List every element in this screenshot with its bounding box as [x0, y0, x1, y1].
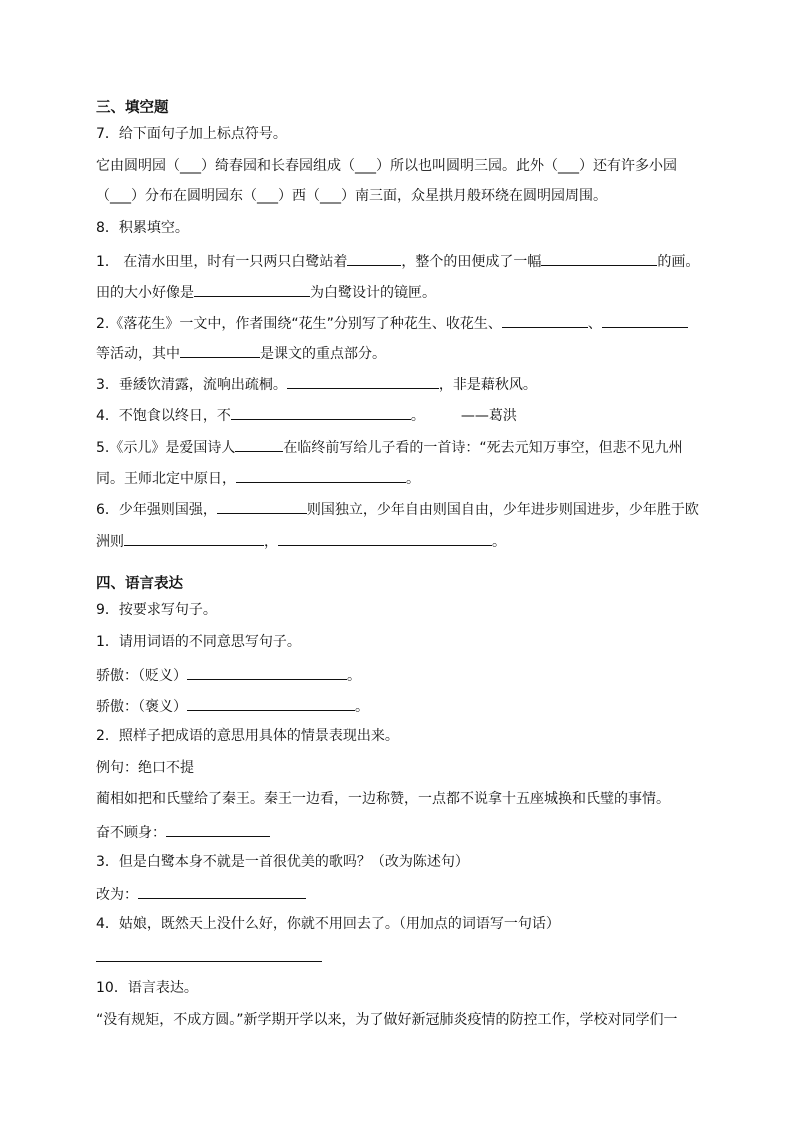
q9-sub3-answer: [96, 884, 306, 904]
q7-line1: 它由圆明园（___）绮春园和长春园组成（___）所以也叫圆明三园。此外（___）还有许多小园: [96, 158, 677, 174]
answer-blank[interactable]: [236, 468, 406, 483]
q8-item5-text-d: 。: [406, 471, 420, 487]
q8-item6-line1: [96, 499, 699, 519]
q8-item3-text-b: ，非是藉秋风。: [438, 377, 537, 393]
q10-title: 10．语言表达。: [96, 980, 198, 996]
q8-item5-line2: [96, 468, 420, 488]
answer-blank[interactable]: [602, 313, 688, 328]
q8-item6-text-b: 则国独立，少年自由则国自由，少年进步则国进步，少年胜于欧: [306, 502, 699, 518]
answer-blank[interactable]: [278, 531, 492, 546]
q10-text: “没有规矩，不成方圆。”新学期开学以来，为了做好新冠肺炎疫情的防控工作，学校对同学们一: [96, 1012, 678, 1028]
answer-blank[interactable]: [541, 251, 657, 266]
q9-sub2-example-sentence: 蔺相如把和氏璧给了秦王。秦王一边看，一边称赞，一点都不说拿十五座城换和氏璧的事情。: [96, 791, 670, 807]
answer-blank[interactable]: [138, 884, 306, 899]
q9-sub2-example: 例句：绝口不提: [96, 760, 194, 776]
q7-line2: （___）分布在圆明园东（___）西（___）南三面，众星拱月般环绕在圆明园周围。: [96, 188, 607, 204]
q9-sub2-question: [96, 822, 270, 842]
answer-blank[interactable]: [180, 343, 260, 358]
q9-sub1-label-a: 骄傲：（贬义）: [96, 668, 187, 684]
q8-item1-text-e: 为白鹭设计的镜匣。: [310, 285, 436, 301]
q8-item6-text-a: 6．少年强则国强，: [96, 502, 217, 518]
q7-title: 7．给下面句子加上标点符号。: [96, 126, 287, 142]
q8-item5-text-c: 同。王师北定中原日，: [96, 471, 236, 487]
q8-item4-text-a: 4．不饱食以终日，不: [96, 408, 231, 424]
q8-item2-line1: [96, 313, 688, 333]
q8-item4: [96, 405, 517, 425]
q8-item1-text-c: 的画。: [657, 254, 700, 270]
answer-blank[interactable]: [194, 282, 310, 297]
section4-heading: 四、语言表达: [96, 576, 183, 592]
answer-blank[interactable]: [231, 405, 411, 420]
q9-sub1: 1．请用词语的不同意思写句子。: [96, 634, 301, 650]
q8-item5-text-a: 5.《示儿》是爱国诗人: [96, 440, 236, 456]
q9-title: 9．按要求写句子。: [96, 602, 217, 618]
q8-item1-text-b: ，整个的田便成了一幅: [401, 254, 542, 270]
q8-item5-text-b: 在临终前写给儿子看的一首诗：“死去元知万事空，但悲不见九州: [283, 440, 683, 456]
q8-item2-text-a: 2.《落花生》一文中，作者围绕“花生”分别写了种花生、收花生、: [96, 316, 502, 332]
period: 。: [347, 668, 361, 684]
answer-blank[interactable]: [124, 531, 264, 546]
q9-sub4: 4．姑娘，既然天上没什么好，你就不用回去了。（用加点的词语写一句话）: [96, 916, 560, 932]
q8-item1-line2: [96, 282, 436, 302]
q8-item4-text-b: 。: [410, 408, 425, 424]
q9-sub1-derogatory: [96, 665, 361, 685]
section3-heading: 三、填空题: [96, 100, 169, 116]
q8-item6-line2: [96, 531, 506, 551]
q9-sub1-commendatory: [96, 696, 369, 716]
answer-blank[interactable]: [187, 696, 355, 711]
q8-item3: [96, 374, 537, 394]
q8-item5-line1: [96, 437, 683, 457]
q8-item2-text-c: 等活动，其中: [96, 346, 180, 362]
answer-line[interactable]: [96, 961, 322, 962]
q8-item6-text-e: 。: [492, 534, 506, 550]
q9-sub3-label: 改为：: [96, 887, 138, 903]
q9-sub2-label: 奋不顾身：: [96, 825, 166, 841]
q8-item2-text-b: 、: [587, 316, 602, 332]
answer-blank[interactable]: [347, 251, 401, 266]
answer-blank[interactable]: [502, 313, 588, 328]
answer-blank[interactable]: [287, 374, 439, 389]
q8-item6-text-c: 洲则: [96, 534, 124, 550]
q9-sub2: 2．照样子把成语的意思用具体的情景表现出来。: [96, 728, 399, 744]
q8-item2-text-d: 是课文的重点部分。: [260, 346, 386, 362]
answer-blank[interactable]: [166, 822, 270, 837]
q8-title: 8．积累填空。: [96, 220, 189, 236]
q8-item2-line2: [96, 343, 386, 363]
q8-item3-text-a: 3．垂緌饮清露，流响出疏桐。: [96, 377, 287, 393]
q8-item6-text-d: ，: [264, 534, 278, 550]
q8-item1-text-d: 田的大小好像是: [96, 285, 194, 301]
answer-blank[interactable]: [187, 665, 347, 680]
answer-blank[interactable]: [235, 437, 283, 452]
q9-sub1-label-b: 骄傲：（褒义）: [96, 699, 187, 715]
q8-item1-text-a: 1． 在清水田里，时有一只两只白鹭站着: [96, 254, 348, 270]
period: 。: [355, 699, 369, 715]
q8-item4-author: ——葛洪: [460, 408, 517, 424]
answer-blank[interactable]: [217, 499, 307, 514]
q8-item1-line1: [96, 251, 699, 271]
q9-sub3: 3．但是白鹭本身不就是一首很优美的歌吗？（改为陈述句）: [96, 854, 469, 870]
